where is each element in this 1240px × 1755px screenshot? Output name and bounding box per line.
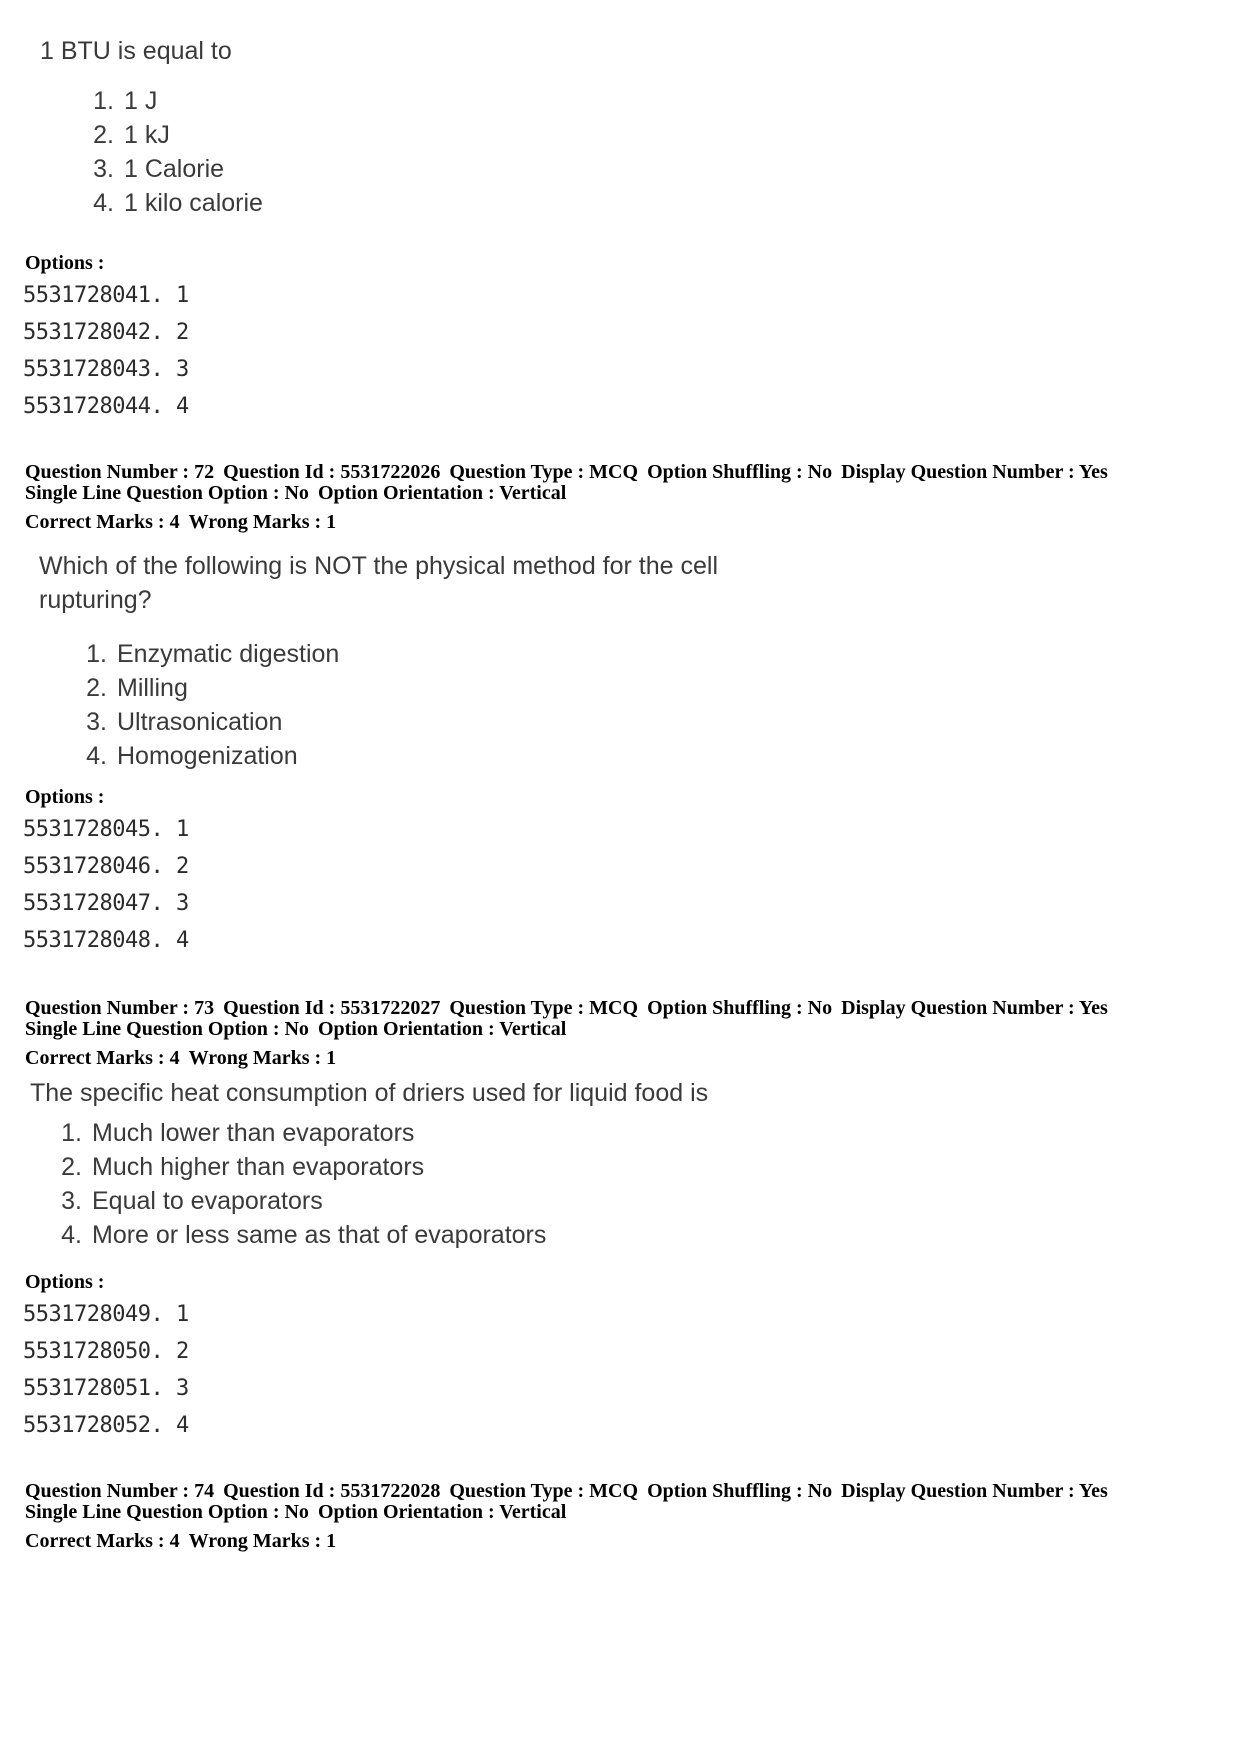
option-row: 5531728043. 3 xyxy=(23,357,189,382)
choice-item: 3. Equal to evaporators xyxy=(61,1187,323,1215)
choice-list xyxy=(76,84,263,220)
options-list xyxy=(23,811,189,959)
question-marks: Correct Marks : 4 Wrong Marks : 1 xyxy=(25,511,337,533)
option-row: 5531728045. 1 xyxy=(23,817,189,842)
option-row: 5531728046. 2 xyxy=(23,854,189,879)
choice-item: 2. 1 kJ xyxy=(93,121,170,149)
options-list xyxy=(23,277,189,425)
options-label: Options : xyxy=(25,786,105,808)
question-stem: Which of the following is NOT the physical method for the cell rupturing? xyxy=(39,552,719,614)
options-list xyxy=(23,1296,189,1444)
choice-item: 4. 1 kilo calorie xyxy=(93,189,263,217)
choice-item: 1. Enzymatic digestion xyxy=(86,640,340,668)
option-row: 5531728042. 2 xyxy=(23,320,189,345)
question-meta-line: Question Number : 72 Question Id : 5531722026 Question Type : MCQ Option Shuffling : No Display Question Number : Yes xyxy=(25,461,1108,483)
choice-item: 1. 1 J xyxy=(93,87,158,115)
choice-item: 1. Much lower than evaporators xyxy=(61,1119,415,1147)
choice-item: 4. More or less same as that of evaporators xyxy=(61,1221,547,1249)
option-row: 5531728052. 4 xyxy=(23,1413,189,1438)
question-meta-line: Question Number : 74 Question Id : 5531722028 Question Type : MCQ Option Shuffling : No Display Question Number : Yes xyxy=(25,1480,1108,1502)
question-meta-line: Single Line Question Option : No Option Orientation : Vertical xyxy=(25,1501,567,1523)
choice-item: 4. Homogenization xyxy=(86,742,298,770)
choice-item: 3. 1 Calorie xyxy=(93,155,225,183)
option-row: 5531728049. 1 xyxy=(23,1302,189,1327)
choice-list xyxy=(44,1116,708,1252)
question-meta-line: Single Line Question Option : No Option Orientation : Vertical xyxy=(25,1018,567,1040)
question-image xyxy=(39,549,718,773)
question-image xyxy=(30,1076,708,1252)
option-row: 5531728050. 2 xyxy=(23,1339,189,1364)
choice-item: 2. Much higher than evaporators xyxy=(61,1153,425,1181)
question-stem: The specific heat consumption of driers used for liquid food is xyxy=(30,1079,709,1107)
options-label: Options : xyxy=(25,1271,105,1293)
choice-list xyxy=(69,637,718,773)
option-row: 5531728047. 3 xyxy=(23,891,189,916)
question-marks: Correct Marks : 4 Wrong Marks : 1 xyxy=(25,1047,337,1069)
option-row: 5531728048. 4 xyxy=(23,928,189,953)
choice-item: 2. Milling xyxy=(86,674,188,702)
option-row: 5531728041. 1 xyxy=(23,283,189,308)
question-meta-line: Question Number : 73 Question Id : 5531722027 Question Type : MCQ Option Shuffling : No Display Question Number : Yes xyxy=(25,997,1108,1019)
option-row: 5531728051. 3 xyxy=(23,1376,189,1401)
option-row: 5531728044. 4 xyxy=(23,394,189,419)
options-label: Options : xyxy=(25,252,105,274)
choice-item: 3. Ultrasonication xyxy=(86,708,283,736)
question-meta-line: Single Line Question Option : No Option Orientation : Vertical xyxy=(25,482,567,504)
question-stem: 1 BTU is equal to xyxy=(40,37,232,65)
question-marks: Correct Marks : 4 Wrong Marks : 1 xyxy=(25,1530,337,1552)
question-image xyxy=(40,34,263,220)
